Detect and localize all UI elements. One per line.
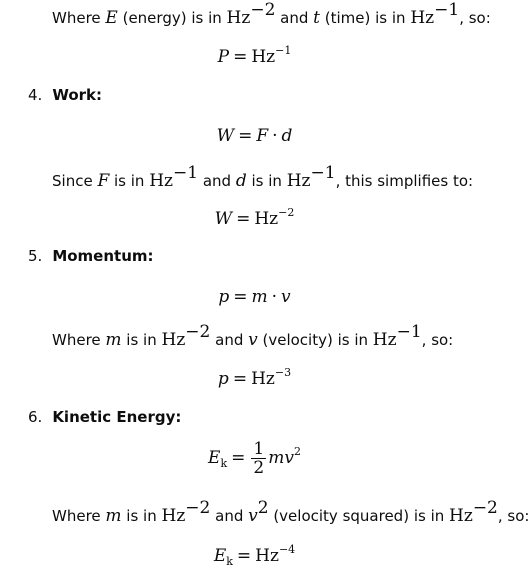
- math-var: v: [248, 330, 258, 350]
- math-op: =: [233, 287, 248, 307]
- math-var: m: [268, 448, 285, 468]
- text: is in: [121, 507, 162, 525]
- math-unit: Hz: [251, 369, 275, 389]
- math-var: m: [105, 330, 122, 350]
- text: , this simplifies to:: [335, 172, 474, 190]
- math-op: =: [238, 126, 253, 146]
- math-exponent: −1: [434, 0, 460, 20]
- math-unit: Hz: [449, 506, 473, 526]
- equation-work: [0, 126, 509, 146]
- math-unit: Hz: [372, 330, 397, 350]
- math-op: =: [236, 546, 252, 566]
- math-unit: Hz: [251, 47, 276, 67]
- math-unit: Hz: [226, 8, 251, 28]
- math-exponent: −2: [250, 0, 276, 20]
- math-op: =: [231, 448, 246, 468]
- text: , so:: [421, 331, 454, 349]
- math-exponent: −4: [278, 543, 296, 556]
- list-item-kinetic-energy: [28, 408, 181, 426]
- text: is in: [109, 172, 150, 190]
- math-exponent: −2: [472, 498, 498, 518]
- list-number: 5.: [28, 247, 43, 265]
- math-var: F: [97, 171, 110, 191]
- math-unit: Hz: [255, 546, 279, 566]
- text: and: [275, 9, 314, 27]
- text: is in: [246, 172, 287, 190]
- math-exponent: 2: [257, 498, 269, 518]
- list-item-work: [28, 86, 102, 104]
- math-op: =: [232, 369, 248, 389]
- equation-kinetic-energy: [0, 440, 509, 477]
- math-var: E: [105, 8, 118, 28]
- math-exponent: −2: [185, 498, 211, 518]
- math-exponent: −2: [278, 206, 295, 219]
- text-energy-time-units: [52, 0, 491, 28]
- math-var: d: [281, 126, 293, 146]
- math-var: p: [217, 369, 229, 389]
- text-force-distance-units: [52, 163, 474, 191]
- equation-work-units: [0, 206, 509, 229]
- math-unit: Hz: [286, 171, 311, 191]
- math-exponent: −1: [396, 322, 422, 342]
- text-mass-velocity-units: [52, 322, 454, 350]
- text: Where: [52, 331, 106, 349]
- math-var: E: [208, 448, 221, 468]
- math-var: t: [313, 8, 320, 28]
- equation-momentum-units: [0, 366, 509, 389]
- text: (velocity squared) is in: [268, 507, 450, 525]
- math-var: v: [248, 506, 258, 526]
- text: and: [210, 331, 249, 349]
- math-unit: Hz: [149, 171, 174, 191]
- math-var: d: [235, 171, 247, 191]
- text-mass-velocity-squared-units: [52, 498, 529, 526]
- math-op: =: [236, 209, 251, 229]
- math-var: W: [214, 209, 233, 229]
- math-unit: Hz: [161, 330, 186, 350]
- math-op: ·: [271, 287, 278, 307]
- math-exponent: −3: [274, 366, 292, 379]
- equation-power: [0, 44, 509, 67]
- math-unit: Hz: [410, 8, 435, 28]
- math-var: v: [284, 448, 294, 468]
- list-number: 6.: [28, 408, 43, 426]
- text: and: [198, 172, 236, 190]
- math-exponent: 2: [293, 445, 301, 458]
- math-exponent: −2: [185, 322, 211, 342]
- math-var: m: [105, 506, 122, 526]
- math-var: m: [251, 287, 268, 307]
- text: (energy) is in: [117, 9, 227, 27]
- fraction-denominator: 2: [253, 458, 265, 478]
- list-item-momentum: [28, 247, 154, 265]
- math-unit: Hz: [161, 506, 186, 526]
- list-title: Kinetic Energy:: [52, 408, 182, 426]
- list-title: Work:: [52, 86, 102, 104]
- math-var: p: [218, 287, 230, 307]
- text: and: [210, 507, 249, 525]
- math-op: =: [233, 47, 248, 67]
- text: Where: [52, 507, 106, 525]
- math-exponent: −1: [173, 163, 199, 183]
- text: is in: [121, 331, 162, 349]
- math-op: ·: [272, 126, 278, 146]
- list-title: Momentum:: [52, 247, 154, 265]
- math-subscript: k: [220, 457, 228, 470]
- list-number: 4.: [28, 86, 43, 104]
- text: Where: [52, 9, 106, 27]
- text: Since: [52, 172, 98, 190]
- text: , so:: [497, 507, 529, 525]
- math-var: v: [281, 287, 291, 307]
- fraction-numerator: 1: [253, 439, 265, 459]
- math-unit: Hz: [254, 209, 279, 229]
- text: , so:: [459, 9, 491, 27]
- math-var: W: [216, 126, 235, 146]
- math-var: P: [217, 47, 230, 67]
- math-exponent: −1: [310, 163, 336, 183]
- equation-momentum: [0, 287, 509, 307]
- text: (velocity) is in: [257, 331, 373, 349]
- equation-kinetic-energy-units: [0, 543, 509, 568]
- math-var: F: [256, 126, 269, 146]
- math-fraction: [251, 440, 266, 477]
- text: (time) is in: [320, 9, 411, 27]
- math-subscript: k: [226, 555, 233, 568]
- math-exponent: −1: [275, 44, 292, 57]
- math-var: E: [213, 546, 227, 566]
